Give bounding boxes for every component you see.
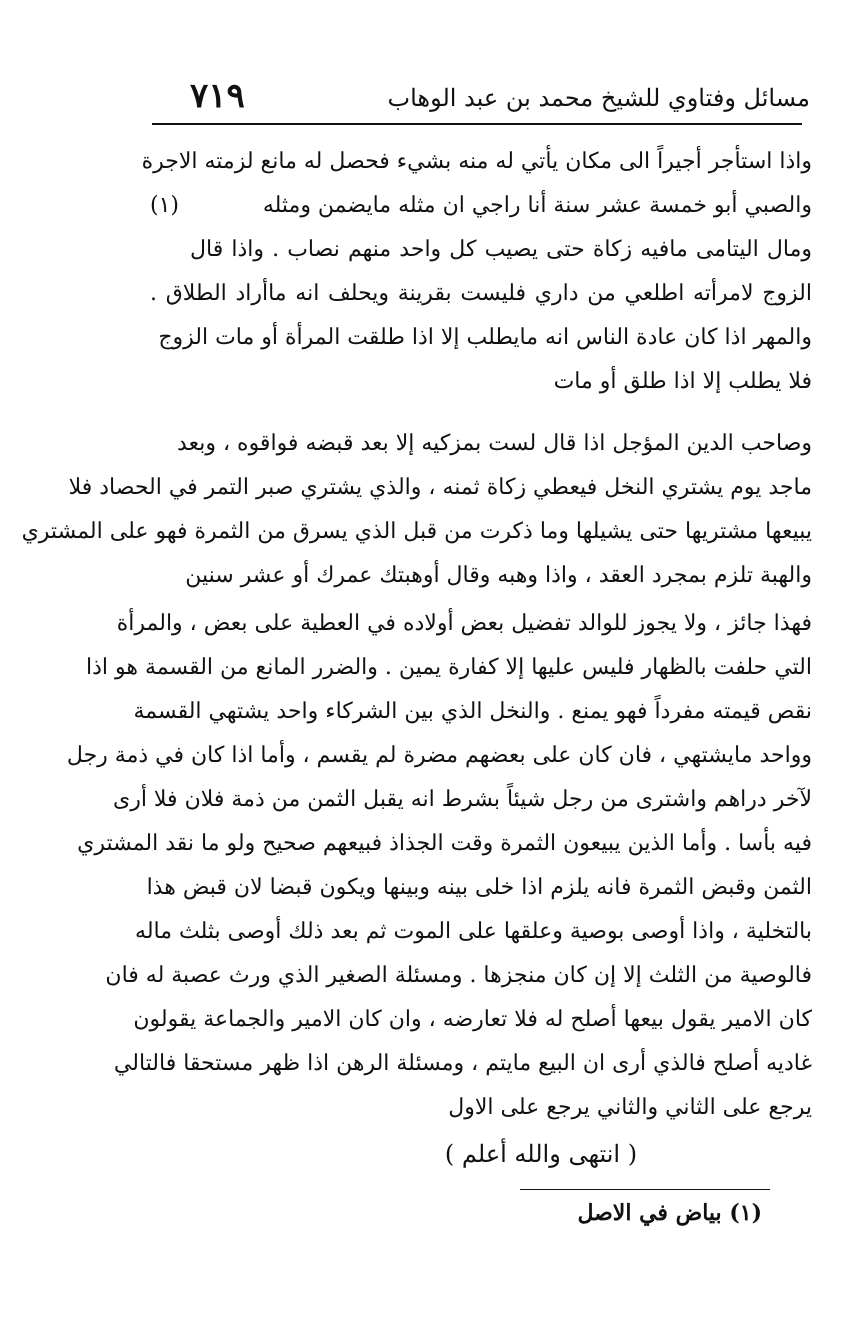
closing-text: ( انتهى والله أعلم ) [444, 1140, 638, 1168]
text-line: الثمن وقبض الثمرة فانه يلزم اذا خلى بينه وبينها ويكون قبضا لان قبض هذا [146, 875, 812, 900]
closing-phrase [150, 1132, 812, 1176]
footnote: (١) بياض في الاصل [577, 1200, 762, 1226]
text-line: يرجع على الثاني والثاني يرجع على الاول [448, 1095, 812, 1120]
running-head [150, 74, 810, 122]
footnote-rule [520, 1189, 770, 1190]
text-line: وصاحب الدين المؤجل اذا قال لست بمزكيه إلا بعد قبضه فواقوه ، وبعد [177, 431, 812, 456]
text-line: فهذا جائز ، ولا يجوز للوالد تفضيل بعض أولاده في العطية على بعض ، والمرأة [116, 611, 812, 636]
text-line: فيه بأسا . وأما الذين يبيعون الثمرة وقت الجذاذ فبيعهم صحيح ولو ما نقد المشتري [77, 831, 812, 856]
page-number: ٧١٩ [190, 76, 245, 116]
text-line: وواحد مايشتهي ، فان كان على بعضهم مضرة لم يقسم ، وأما اذا كان في ذمة رجل [66, 743, 812, 768]
text-line: واذا استأجر أجيراً الى مكان يأتي له منه بشيء فحصل له مانع لزمته الاجرة [141, 149, 812, 174]
text-line: يبيعها مشتريها حتى يشيلها وما ذكرت من قبل الذي يسرق من الثمرة فهو على المشتري [21, 519, 812, 544]
text-line: فالوصية من الثلث إلا إن كان منجزها . ومسئلة الصغير الذي ورث عصبة له فان [105, 963, 812, 988]
text-line: والصبي أبو خمسة عشر سنة أنا راجي ان مثله مايضمن ومثله [262, 193, 812, 218]
text-line: التي حلفت بالظهار فليس عليها إلا كفارة يمين . والضرر المانع من القسمة هو اذا [85, 655, 812, 680]
text-line: كان الامير يقول بيعها أصلح له فلا تعارضه ، وان كان الامير والجماعة يقولون [133, 1007, 812, 1032]
text-line: بالتخلية ، واذا أوصى بوصية وعلقها على الموت ثم بعد ذلك أوصى بثلث ماله [135, 919, 812, 944]
text-line: ومال اليتامى مافيه زكاة حتى يصيب كل واحد منهم نصاب . واذا قال [190, 237, 812, 262]
text-line: ماجد يوم يشتري النخل فيعطي زكاة ثمنه ، والذي يشتري صبر التمر في الحصاد فلا [68, 475, 812, 500]
text-line: الزوج لامرأته اطلعي من داري فليست بقرينة ويحلف انه ماأراد الطلاق . [150, 281, 812, 306]
header-rule [152, 123, 802, 125]
footnote-marker: (١) [150, 193, 180, 218]
text-line: غاديه أصلح فالذي أرى ان البيع مايتم ، ومسئلة الرهن اذا ظهر مستحقا فالتالي [113, 1051, 812, 1076]
text-line: والمهر اذا كان عادة الناس انه مايطلب إلا اذا طلقت المرأة أو مات الزوج [158, 325, 812, 350]
text-line: فلا يطلب إلا اذا طلق أو مات [553, 369, 812, 394]
text-line: لآخر دراهم واشترى من رجل شيئاً بشرط انه يقبل الثمن من ذمة فلان فلا أرى [112, 787, 812, 812]
text-line: نقص قيمته مفرداً فهو يمنع . والنخل الذي بين الشركاء واحد يشتهي القسمة [133, 699, 812, 724]
text-line: والهبة تلزم بمجرد العقد ، واذا وهبه وقال أوهبتك عمرك أو عشر سنين [185, 563, 812, 588]
running-title: مسائل وفتاوي للشيخ محمد بن عبد الوهاب [387, 84, 810, 112]
